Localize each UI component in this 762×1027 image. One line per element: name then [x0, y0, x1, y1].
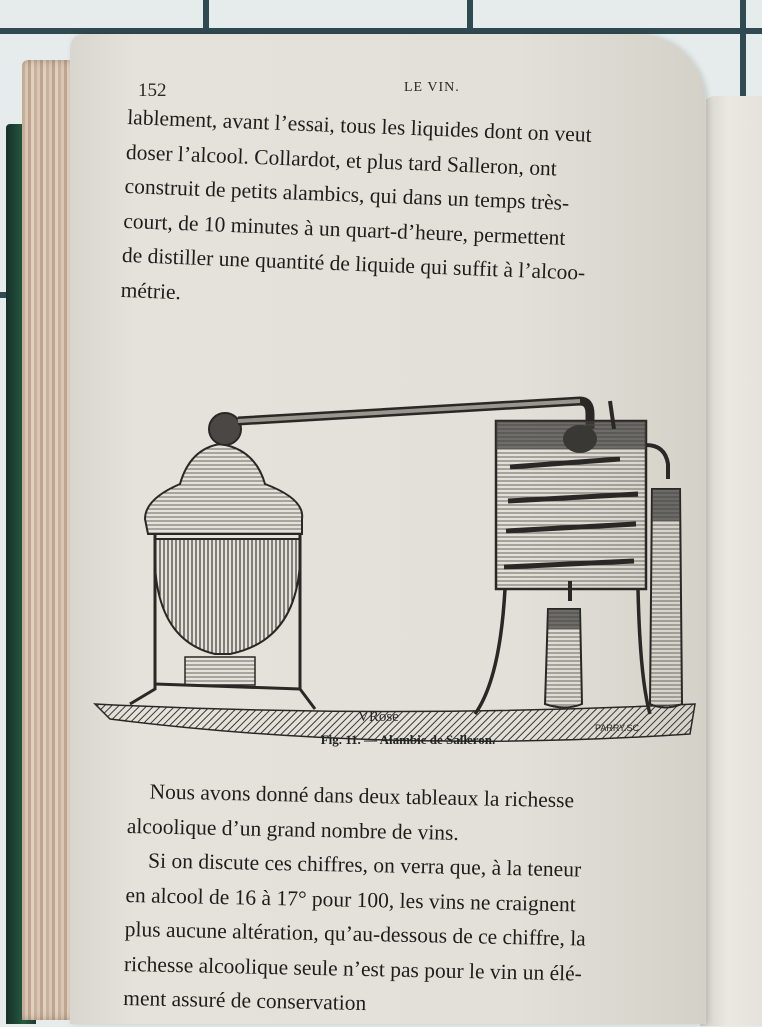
text-line: richesse alcoolique seule n’est pas pour le vin un élé-	[123, 951, 583, 986]
text-line: Si on discute ces chiffres, on verra que, à la teneur	[147, 848, 582, 882]
engraver-signature: VRose	[358, 709, 399, 725]
running-title: LE VIN.	[404, 80, 460, 95]
running-head	[70, 80, 706, 100]
alembic-illustration	[90, 359, 700, 749]
text-line: de distiller une quantité de liquide qui suffit à l’alcoo-	[121, 242, 586, 285]
book-page	[70, 34, 706, 1024]
text-line: métrie.	[120, 277, 182, 304]
still-engraving-icon	[90, 359, 700, 749]
text-line: Nous avons donné dans deux tableaux la richesse	[149, 779, 575, 813]
tile-grid-line	[740, 0, 746, 100]
text-line: plus aucune altération, qu’au-dessous de ce chiffre, la	[124, 916, 586, 951]
text-line: en alcool de 16 à 17° pour 100, les vins ne craignent	[125, 882, 577, 916]
text-line: doser l’alcool. Collardot, et plus tard Salleron, ont	[125, 139, 558, 181]
engraver-signature-right: PARRY.SC	[595, 723, 640, 733]
text-line: alcoolique d’un grand nombre de vins.	[126, 813, 460, 845]
text-line: ment assuré de conservation	[123, 985, 367, 1016]
text-line: construit de petits alambics, qui dans un temps très-	[124, 173, 570, 216]
page-number: 152	[138, 80, 167, 101]
paragraph-1	[120, 100, 698, 329]
facing-page	[700, 96, 762, 1026]
figure-caption	[70, 732, 706, 748]
text-line: lablement, avant l’essai, tous les liquides dont on veut	[126, 104, 593, 147]
tile-grid-line	[467, 0, 473, 34]
caption-text: Fig. 11. — Alambic de Salleron.	[320, 732, 496, 747]
paragraph-2	[123, 774, 698, 1027]
text-line: court, de 10 minutes à un quart-d’heure, permettent	[122, 208, 566, 250]
tile-grid-line	[203, 0, 209, 34]
